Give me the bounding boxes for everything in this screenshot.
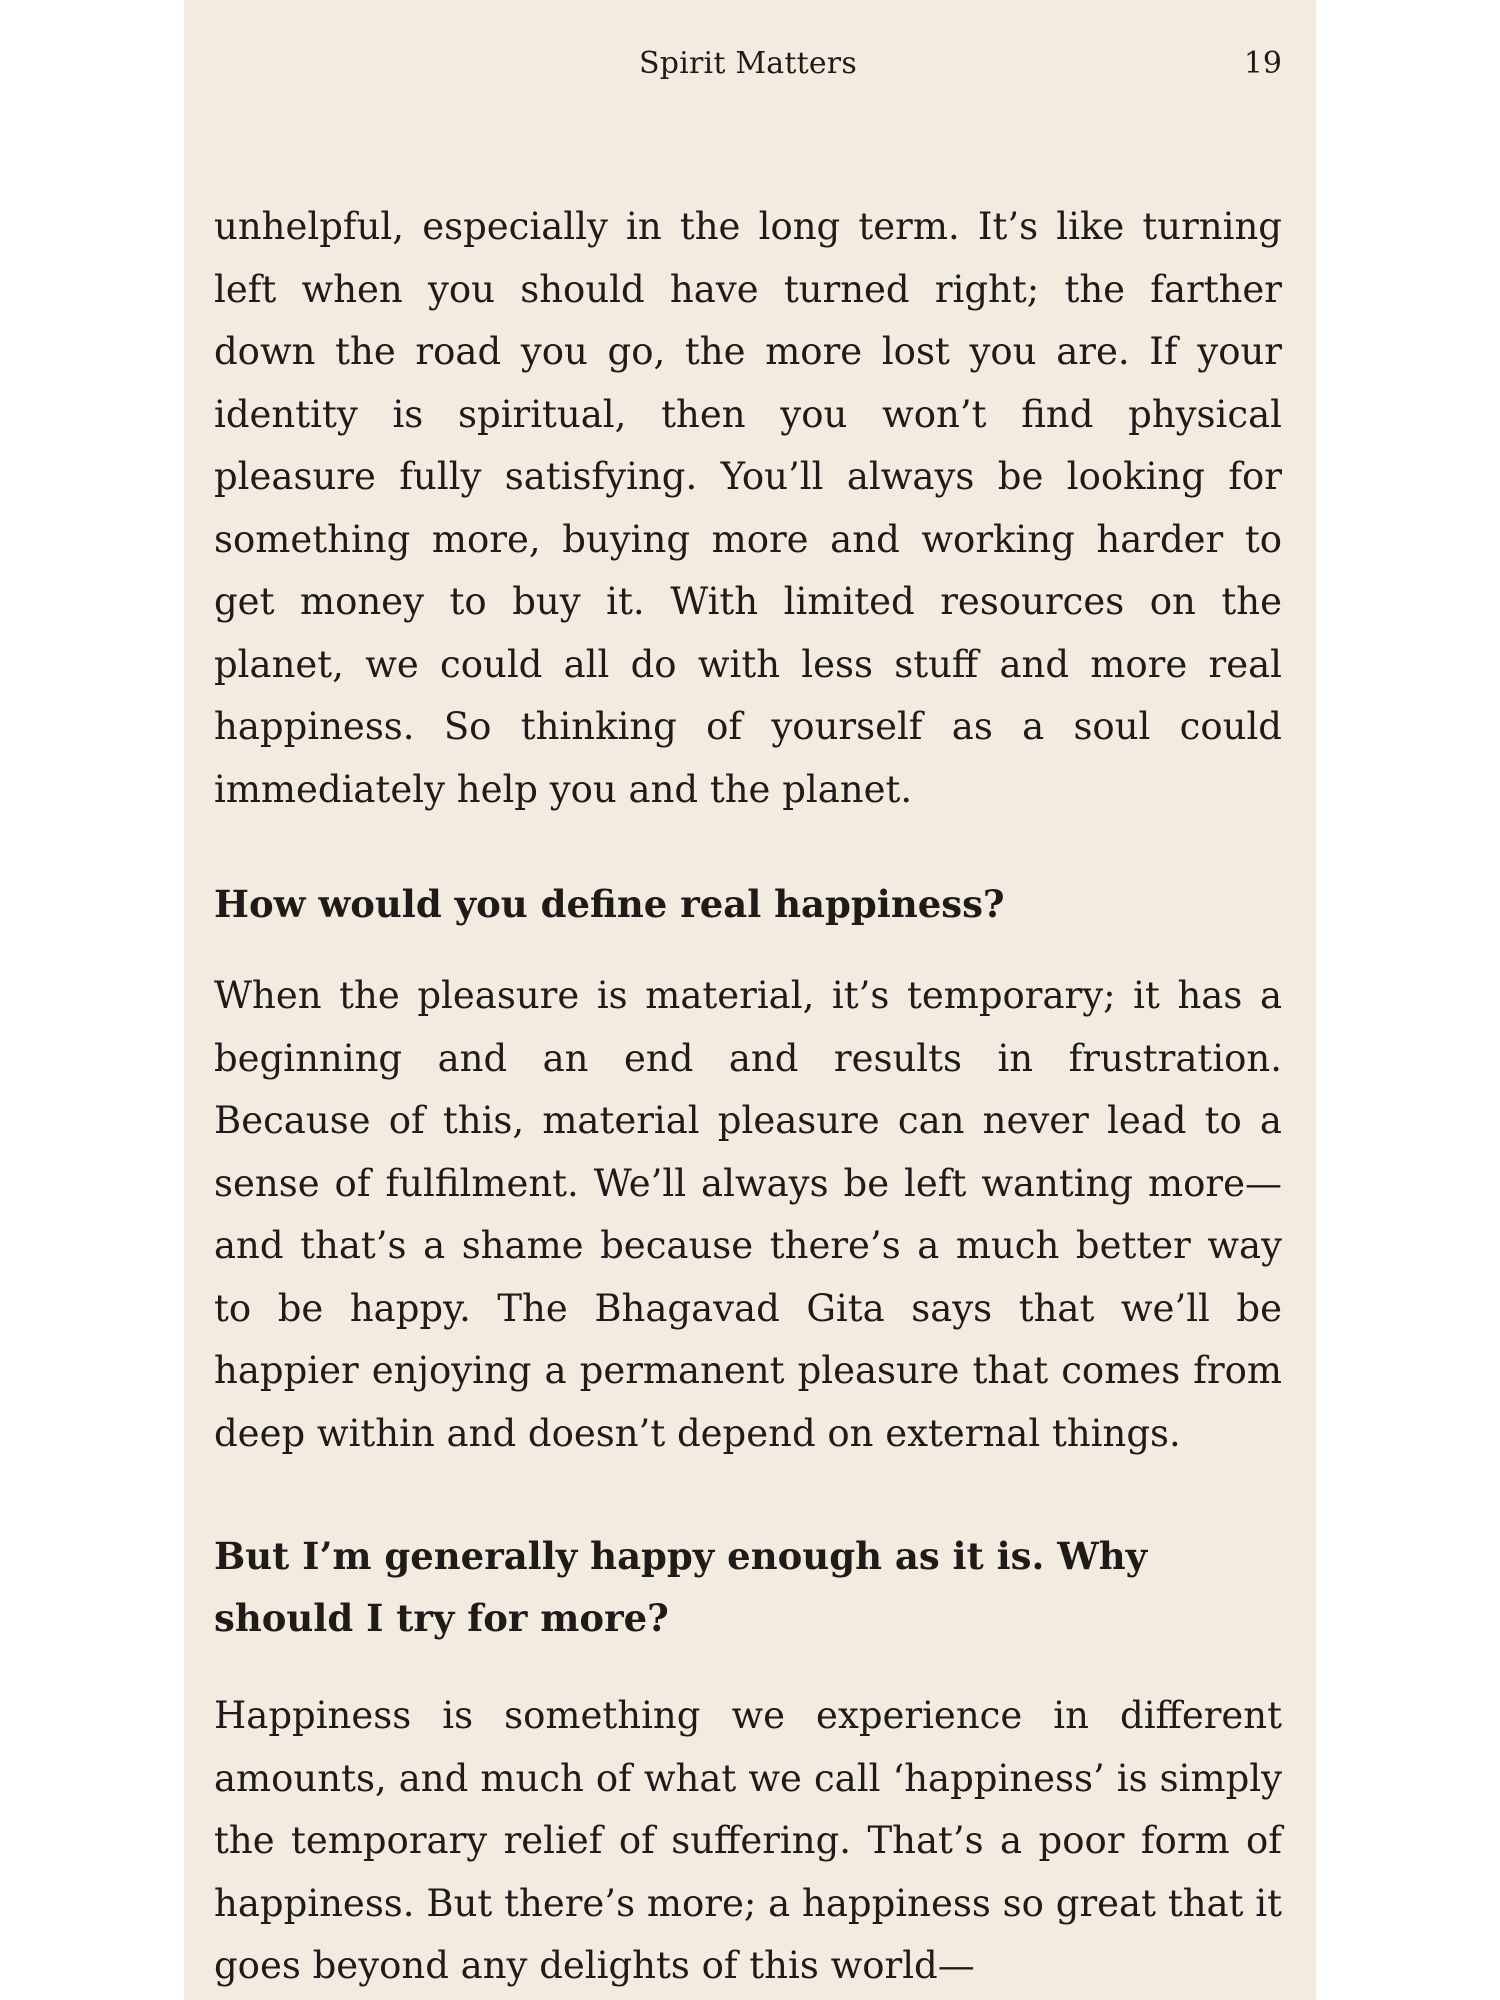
body-paragraph-1: unhelpful, especially in the long term. It’s like turning left when you should have turned right; the farther down the road you go, the more lost you are. If your identity is spiritual, then you won’t find physical pleasure fully satisfying. You’ll always be looking for something more, buying more and working harder to get money to buy it. With limited resources on the planet, we could all do with less stuff and more real happiness. So thinking of yourself as a soul could immediately help you and the planet. xyxy=(214,205,1282,811)
running-title: Spirit Matters xyxy=(639,46,857,81)
question-heading-1: How would you define real happiness? xyxy=(214,882,1005,926)
question-heading-2: But I’m generally happy enough as it is. Why should I try for more? xyxy=(214,1534,1148,1640)
body-paragraph-3: Happiness is something we experience in different amounts, and much of what we call ‘happiness’ is simply the temporary relief of suffering. That’s a poor form of happiness. But there’s more; a happiness so great that it goes beyond any delights of this world— xyxy=(214,1694,1282,1987)
page-number: 19 xyxy=(1243,46,1282,81)
body-paragraph-2: When the pleasure is material, it’s temporary; it has a beginning and an end and results in frustration. Because of this, material pleasure can never lead to a sense of fulfilment. We’ll always be left wanting more—and that’s a shame because there’s a much better way to be happy. The Bhagavad Gita says that we’ll be happier enjoying a permanent pleasure that comes from deep within and doesn’t depend on external things. xyxy=(214,974,1282,1455)
running-header xyxy=(214,46,1282,118)
book-page xyxy=(184,0,1316,2000)
